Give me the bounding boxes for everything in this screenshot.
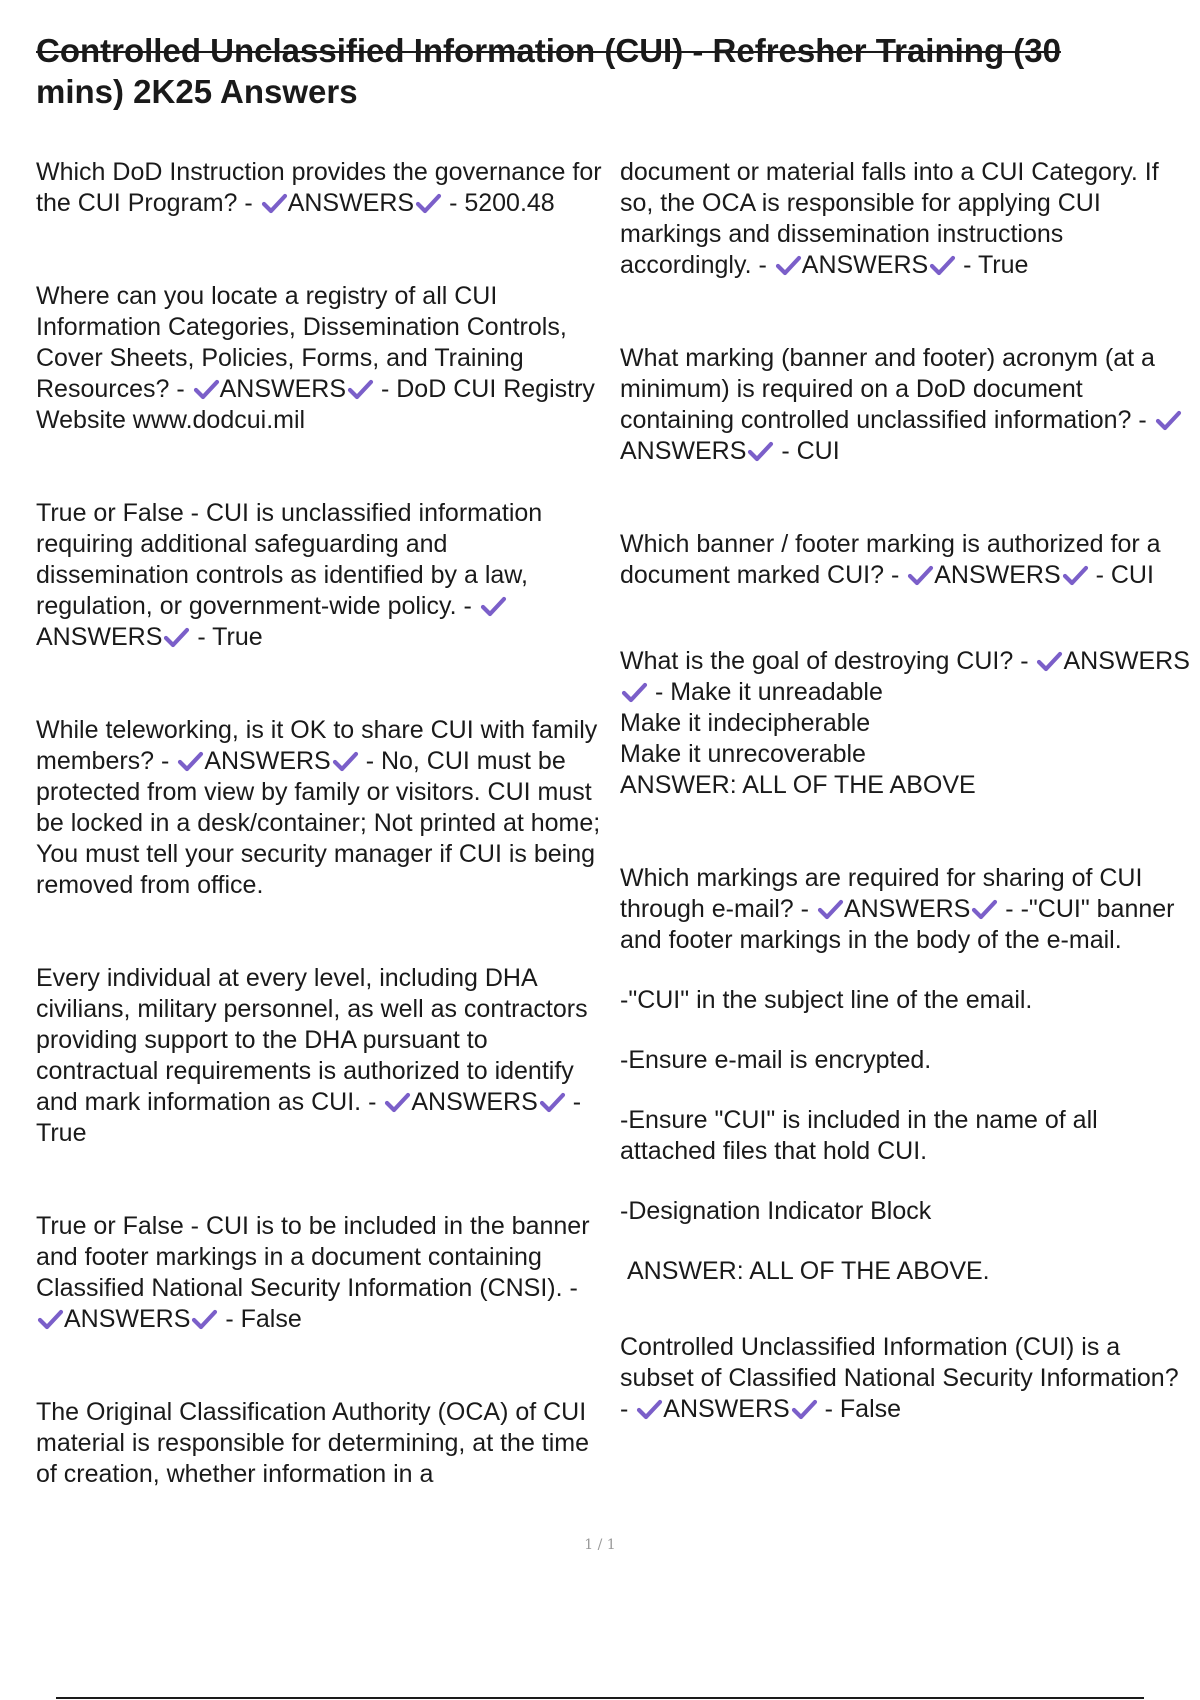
qa-item-8 [620, 157, 1190, 281]
answers-label: ANSWERS [620, 437, 747, 465]
answers-label: ANSWERS [1063, 647, 1190, 675]
qa-item-1 [36, 157, 604, 219]
check-icon [1061, 564, 1089, 586]
check-icon [970, 898, 998, 920]
check-icon [36, 1308, 64, 1330]
check-icon [192, 378, 220, 400]
answer-text: - True [963, 251, 1029, 279]
answer-text: - 5200.48 [449, 189, 555, 217]
answer-line: -Ensure "CUI" is included in the name of all attached files that hold CUI. [620, 1106, 1098, 1165]
answer-text: - CUI [1095, 561, 1154, 589]
check-icon [162, 626, 190, 648]
qa-item-2 [36, 281, 604, 436]
qa-item-11 [620, 646, 1190, 801]
right-column [620, 157, 1190, 1425]
qa-item-7 [36, 1397, 604, 1490]
qa-item-10 [620, 529, 1190, 591]
qa-item-3 [36, 498, 604, 653]
answer-text: - No, CUI must be protected from view by family or visitors. CUI must be locked in a desk/container; Not printed at home; You must tell your security manager if CUI is being removed from office. [36, 747, 601, 899]
title-line-1: Controlled Unclassified Information (CUI) - Refresher Training (30 [36, 32, 1061, 69]
check-icon [746, 440, 774, 462]
question-text: Where can you locate a registry of all CUI Information Categories, Dissemination Controls, Cover Sheets, Policies, Forms, and Training Resources? - [36, 282, 567, 403]
answers-label: ANSWERS [36, 623, 163, 651]
answer-text: - CUI [781, 437, 840, 465]
check-icon [383, 1091, 411, 1113]
answers-label: ANSWERS [287, 189, 415, 217]
question-text: The Original Classification Authority (OCA) of CUI material is responsible for determining, at the time of creation, whether information in a [36, 1398, 590, 1488]
question-text: Which DoD Instruction provides the governance for the CUI Program? - [36, 158, 602, 217]
answer-line: -Ensure e-mail is encrypted. [620, 1046, 932, 1074]
qa-item-6 [36, 1211, 604, 1335]
check-icon [906, 564, 934, 586]
answer-line: Make it indecipherable [620, 709, 871, 737]
question-text: What marking (banner and footer) acronym (at a minimum) is required on a DoD document containing controlled unclassified information? - [620, 344, 1155, 434]
check-icon [790, 1398, 818, 1420]
answers-label: ANSWERS [801, 251, 929, 279]
question-text: Every individual at every level, including DHA civilians, military personnel, as well as contractors providing support to the DHA pursuant to contractual requirements is authorized to identify and mark information as CUI. - [36, 964, 588, 1116]
check-icon [816, 898, 844, 920]
page-number: 1 / 1 [584, 1537, 616, 1553]
qa-item-9 [620, 343, 1190, 467]
answer-line: -Designation Indicator Block [620, 1197, 932, 1225]
check-icon [620, 681, 648, 703]
answer-text: - DoD CUI Registry Website www.dodcui.mil [36, 375, 595, 434]
check-icon [190, 1308, 218, 1330]
question-text: document or material falls into a CUI Category. If so, the OCA is responsible for applying CUI markings and dissemination instructions accordingly. - [620, 158, 1159, 279]
title-line-2: mins) 2K25 Answers [36, 73, 358, 110]
answer-text: - -"CUI" banner and footer markings in the body of the e-mail. [620, 895, 1175, 954]
answers-label: ANSWERS [934, 561, 1061, 589]
qa-item-5 [36, 963, 604, 1149]
qa-item-13 [620, 1332, 1190, 1425]
question-text: True or False - CUI is to be included in the banner and footer markings in a document containing Classified National Security Information (CNSI). - [36, 1212, 590, 1302]
question-text: Which markings are required for sharing of CUI through e-mail? - [620, 864, 1143, 923]
check-icon [774, 254, 802, 276]
check-icon [346, 378, 374, 400]
check-icon [479, 595, 507, 617]
answer-text: - False [225, 1305, 302, 1333]
answers-label: ANSWERS [843, 895, 971, 923]
check-icon [176, 750, 204, 772]
question-text: True or False - CUI is unclassified information requiring additional safeguarding and dissemination controls as identified by a law, regulation, or government-wide policy. - [36, 499, 543, 620]
question-text: While teleworking, is it OK to share CUI with family members? - [36, 716, 598, 775]
answer-line: -"CUI" in the subject line of the email. [620, 986, 1033, 1014]
left-column [36, 157, 604, 1490]
answer-text: - True [197, 623, 263, 651]
answer-line: ANSWER: ALL OF THE ABOVE. [627, 1257, 990, 1285]
check-icon [1035, 650, 1063, 672]
question-text: What is the goal of destroying CUI? - [620, 647, 1029, 675]
check-icon [331, 750, 359, 772]
page-title [36, 30, 1176, 112]
answer-line: ANSWER: ALL OF THE ABOVE [620, 771, 976, 799]
check-icon [260, 192, 288, 214]
check-icon [635, 1398, 663, 1420]
question-text: Controlled Unclassified Information (CUI) is a subset of Classified National Security Information? - [620, 1333, 1179, 1423]
answer-text: - Make it unreadable [654, 678, 883, 706]
question-text: Which banner / footer marking is authorized for a document marked CUI? - [620, 530, 1161, 589]
check-icon [414, 192, 442, 214]
check-icon [538, 1091, 566, 1113]
qa-item-12 [620, 863, 1190, 1287]
qa-item-4 [36, 715, 604, 901]
check-icon [928, 254, 956, 276]
answers-label: ANSWERS [204, 747, 331, 775]
answers-label: ANSWERS [64, 1305, 191, 1333]
answers-label: ANSWERS [411, 1088, 538, 1116]
check-icon [1154, 409, 1182, 431]
answer-text: - True [36, 1088, 582, 1147]
answers-label: ANSWERS [219, 375, 347, 403]
answer-text: - False [824, 1395, 902, 1423]
bottom-divider [56, 1697, 1144, 1699]
answers-label: ANSWERS [663, 1395, 790, 1423]
answer-line: Make it unrecoverable [620, 740, 866, 768]
